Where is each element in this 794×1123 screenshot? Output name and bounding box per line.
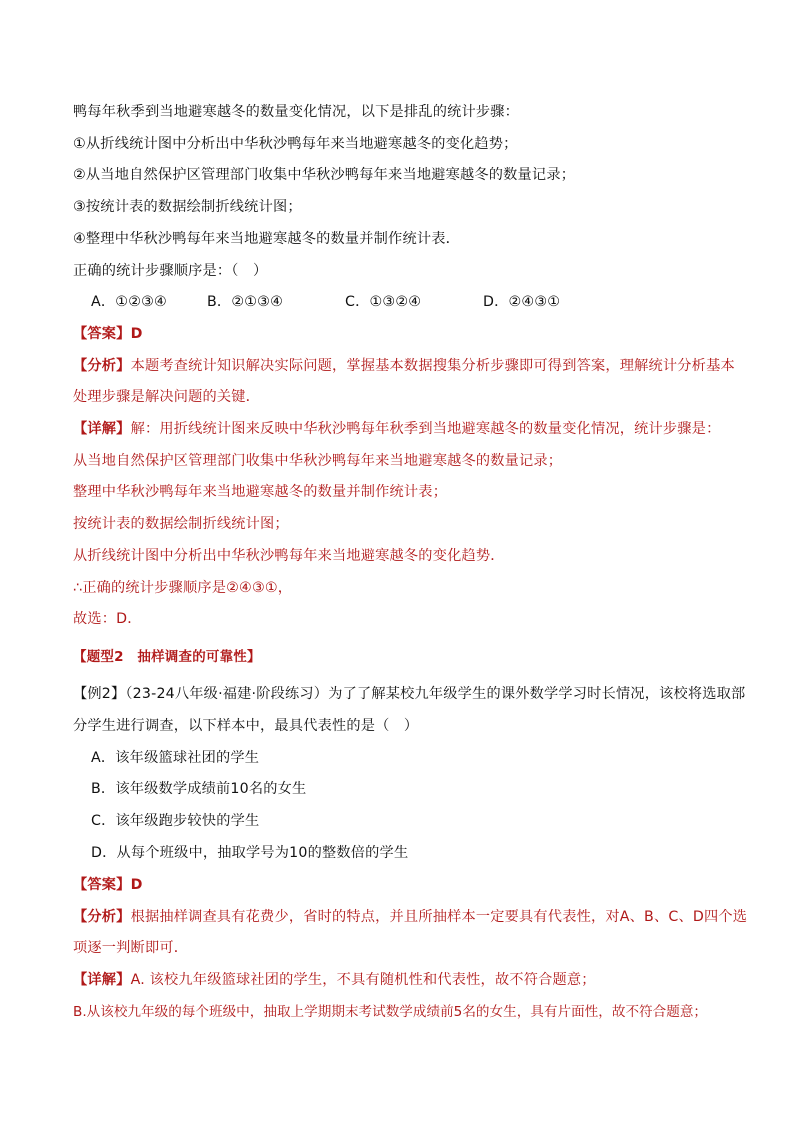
q2-option-c: C．该年级跑步较快的学生 bbox=[91, 813, 260, 829]
q2-stem-line-2: 分学生进行调查，以下样本中，最具代表性的是（ ） bbox=[73, 718, 419, 734]
q1-analysis-line-2: 处理步骤是解决问题的关键． bbox=[73, 389, 261, 405]
q1-step-4: ④整理中华秋沙鸭每年来当地避寒越冬的数量并制作统计表． bbox=[73, 231, 460, 247]
q1-step-1: ①从折线统计图中分析出中华秋沙鸭每年来当地避寒越冬的变化趋势； bbox=[73, 136, 518, 152]
q2-analysis-tag: 【分析】 bbox=[73, 909, 131, 925]
q1-choice: 故选：D． bbox=[73, 611, 142, 627]
q2-label: 【例2】 bbox=[73, 686, 126, 702]
q2-answer bbox=[73, 875, 143, 895]
q2-detail-tag: 【详解】 bbox=[73, 972, 131, 988]
q1-analysis bbox=[73, 356, 735, 376]
q1-step-3: ③按统计表的数据绘制折线统计图； bbox=[73, 199, 302, 215]
q1-answer bbox=[73, 324, 143, 344]
q1-detail-tag: 【详解】 bbox=[73, 421, 131, 437]
q1-detail-line-3: 整理中华秋沙鸭每年来当地避寒越冬的数量并制作统计表； bbox=[73, 484, 448, 500]
q1-detail-line-4: 按统计表的数据绘制折线统计图； bbox=[73, 516, 289, 532]
q1-option-a: A．①②③④ bbox=[91, 294, 167, 310]
q1-analysis-tag: 【分析】 bbox=[73, 358, 131, 374]
q1-detail bbox=[73, 419, 720, 439]
q1-option-b: B．②①③④ bbox=[207, 294, 283, 310]
q1-detail-line-2: 从当地自然保护区管理部门收集中华秋沙鸭每年来当地避寒越冬的数量记录； bbox=[73, 453, 563, 469]
q1-detail-line-1: 解：用折线统计图来反映中华秋沙鸭每年秋季到当地避寒越冬的数量变化情况，统计步骤是： bbox=[130, 421, 721, 437]
q2-option-a: A．该年级篮球社团的学生 bbox=[91, 750, 260, 766]
q2-stem bbox=[73, 684, 745, 704]
q2-answer-value: D bbox=[130, 877, 143, 893]
q1-analysis-line-1: 本题考查统计知识解决实际问题，掌握基本数据搜集分析步骤即可得到答案，理解统计分析基本 bbox=[130, 358, 735, 374]
q1-answer-tag: 【答案】 bbox=[73, 326, 131, 342]
section-2-title: 【题型2 抽样调查的可靠性】 bbox=[73, 649, 261, 665]
q1-detail-line-5: 从折线统计图中分析出中华秋沙鸭每年来当地避寒越冬的变化趋势． bbox=[73, 548, 505, 564]
q2-analysis bbox=[73, 907, 747, 927]
q2-analysis-line-1: 根据抽样调查具有花费少，省时的特点，并且所抽样本一定要具有代表性，对A、B、C、D四个选 bbox=[130, 909, 748, 925]
q2-detail-line-1: A. 该校九年级篮球社团的学生，不具有随机性和代表性，故不符合题意； bbox=[130, 972, 596, 988]
q2-analysis-line-2: 项逐一判断即可． bbox=[73, 940, 189, 956]
q1-stem-tail: 鸭每年秋季到当地避寒越冬的数量变化情况，以下是排乱的统计步骤： bbox=[73, 104, 520, 120]
q2-detail bbox=[73, 970, 596, 990]
q2-stem-line-1: （23-24八年级·福建·阶段练习）为了了解某校九年级学生的课外数学学习时长情况，该校将选取部 bbox=[125, 686, 746, 702]
q1-answer-value: D bbox=[130, 326, 143, 342]
q2-answer-tag: 【答案】 bbox=[73, 877, 131, 893]
q2-option-d: D．从每个班级中，抽取学号为10的整数倍的学生 bbox=[91, 845, 409, 861]
q1-conclusion: ∴正确的统计步骤顺序是②④③①， bbox=[73, 580, 293, 596]
q2-option-b: B．该年级数学成绩前10名的女生 bbox=[91, 781, 307, 797]
q1-step-2: ②从当地自然保护区管理部门收集中华秋沙鸭每年来当地避寒越冬的数量记录； bbox=[73, 167, 576, 183]
q1-option-c: C．①③②④ bbox=[345, 294, 422, 310]
q2-detail-line-2: B.从该校九年级的每个班级中，抽取上学期期末考试数学成绩前5名的女生，具有片面性，故不符合题意； bbox=[73, 1004, 708, 1020]
q1-option-d: D．②④③① bbox=[483, 294, 561, 310]
q1-options bbox=[91, 292, 560, 312]
q1-prompt: 正确的统计步骤顺序是：（ ） bbox=[73, 263, 268, 279]
